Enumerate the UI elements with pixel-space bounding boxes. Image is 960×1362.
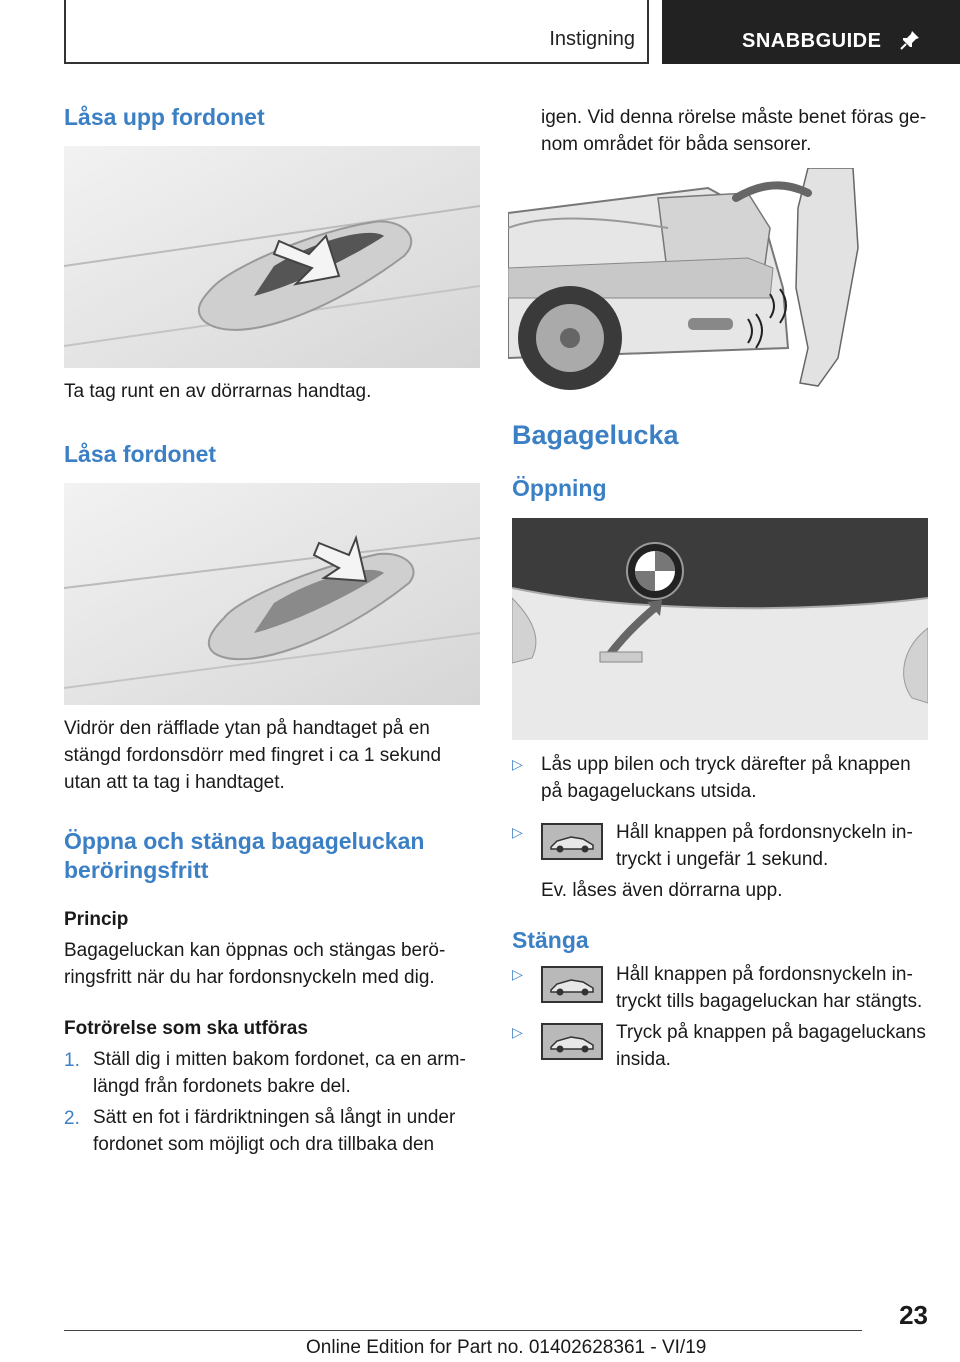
list-marker-icon: ▷	[512, 824, 523, 840]
close-item-1-line-1: Håll knappen på fordonsnyckeln in-	[616, 964, 913, 985]
step-number: 1.	[64, 1050, 80, 1071]
sub-principle: Princip	[64, 909, 129, 930]
close-item-2-line-2: insida.	[616, 1049, 671, 1070]
page-number: 23	[899, 1300, 928, 1330]
footer-edition: Online Edition for Part no. 01402628361 - VI/19	[306, 1337, 707, 1358]
lock-text-3: utan att ta tag i handtaget.	[64, 772, 285, 793]
cont-text-1: igen. Vid denna rörelse måste benet föras ge-	[541, 107, 927, 128]
step-1-line-2: längd från fordonets bakre del.	[93, 1076, 351, 1097]
door-handle-lock-image	[64, 483, 480, 705]
step-2-line-2: fordonet som möjligt och dra tillbaka den	[93, 1134, 435, 1155]
close-item-2-line-1: Tryck på knappen på bagageluckans	[616, 1022, 926, 1043]
step-2-line-1: Sätt en fot i färdriktningen så långt in under	[93, 1107, 456, 1128]
open-item-1-line-1: Lås upp bilen och tryck därefter på knappen	[541, 754, 911, 775]
sub-motion: Fotrörelse som ska utföras	[64, 1018, 308, 1039]
footer-divider	[64, 1330, 862, 1331]
car-key-icon	[541, 1023, 603, 1060]
heading-touchless-2: beröringsfritt	[64, 857, 209, 883]
list-marker-icon: ▷	[512, 1024, 523, 1040]
open-item-2-line-2: tryckt i ungefär 1 sekund.	[616, 849, 829, 870]
heading-open: Öppning	[512, 475, 607, 501]
heading-trunk: Bagagelucka	[512, 420, 679, 450]
list-marker-icon: ▷	[512, 966, 523, 982]
guide-title: SNABBGUIDE	[742, 30, 882, 52]
close-item-1-line-2: tryckt tills bagageluckan har stängts.	[616, 991, 923, 1012]
trunk-button-image	[512, 518, 928, 740]
open-item-1-line-2: på bagageluckans utsida.	[541, 781, 757, 802]
heading-unlock: Låsa upp fordonet	[64, 104, 265, 130]
car-key-icon	[541, 966, 603, 1003]
principle-text-1: Bagageluckan kan öppnas och stängas berö-	[64, 940, 446, 961]
rear-kick-sensor-image	[508, 168, 862, 390]
principle-text-2: ringsfritt när du har fordonsnyckeln med dig.	[64, 967, 435, 988]
car-key-icon	[541, 823, 603, 860]
open-item-2-line-1: Håll knappen på fordonsnyckeln in-	[616, 822, 913, 843]
heading-close: Stänga	[512, 927, 589, 953]
step-1-line-1: Ställ dig i mitten bakom fordonet, ca en arm-	[93, 1049, 466, 1070]
step-number: 2.	[64, 1108, 80, 1129]
door-handle-unlock-image	[64, 146, 480, 368]
lock-text-2: stängd fordonsdörr med fingret i ca 1 sekund	[64, 745, 442, 766]
heading-lock: Låsa fordonet	[64, 441, 217, 467]
cont-text-2: nom området för båda sensorer.	[541, 134, 812, 155]
lock-text-1: Vidrör den räfflade ytan på handtaget på en	[64, 718, 430, 739]
heading-touchless-1: Öppna och stänga bagageluckan	[64, 828, 425, 854]
list-marker-icon: ▷	[512, 756, 523, 772]
pin-icon	[898, 28, 922, 52]
section-title: Instigning	[549, 28, 635, 50]
unlock-text: Ta tag runt en av dörrarnas handtag.	[64, 381, 372, 402]
also-text: Ev. låses även dörrarna upp.	[541, 880, 783, 901]
